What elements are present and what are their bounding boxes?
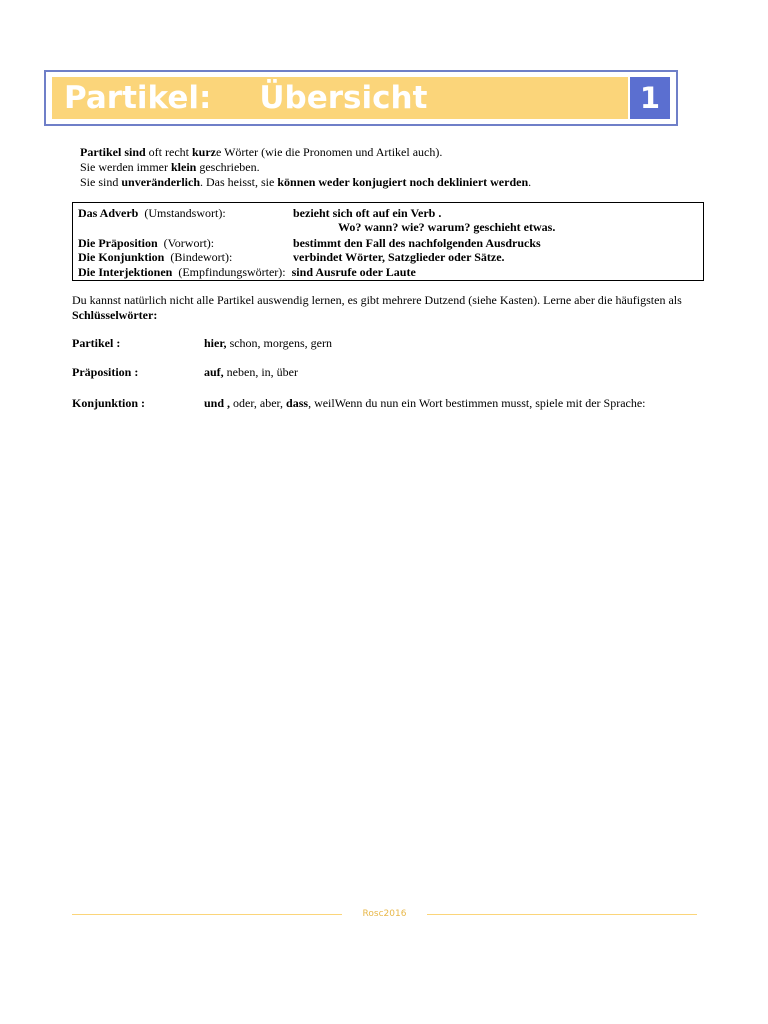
keyword-row-konjunktion — [72, 396, 646, 411]
keyword-rest: schon, morgens, gern — [226, 336, 332, 350]
box-row-konjunktion — [78, 250, 505, 265]
keyword-bold: hier, — [204, 336, 227, 350]
intro-bold: klein — [170, 160, 197, 174]
intro-text-part: . Das heisst, sie — [200, 175, 278, 189]
keyword-values — [204, 396, 646, 411]
keyword-row-praeposition — [72, 365, 298, 380]
page-number-badge: 1 — [630, 77, 670, 119]
keyword-label: Präposition : — [72, 365, 139, 379]
keyword-rest: , weilWenn du nun ein Wort bestimmen musst, spiele mit der Sprache: — [308, 396, 646, 410]
page-title — [52, 77, 628, 119]
row-gloss: (Empfindungswörter): — [178, 265, 286, 279]
paragraph-bold: Schlüsselwörter: — [72, 308, 158, 322]
keyword-values — [204, 336, 332, 351]
intro-text-part: oft recht — [145, 145, 192, 159]
row-definition: sind Ausrufe oder Laute — [291, 265, 416, 279]
intro-text-part: e Wörter (wie die Pronomen und Artikel auch). — [215, 145, 443, 159]
row-gloss: (Vorwort): — [163, 236, 215, 250]
keyword-label: Konjunktion : — [72, 396, 146, 410]
row-definition: verbindet Wörter, Satzglieder oder Sätze. — [293, 250, 505, 264]
keyword-rest: oder, aber, — [230, 396, 287, 410]
title-right: Übersicht — [259, 80, 428, 116]
adverb-continuation: Wo? wann? wie? warum? geschieht etwas. — [338, 220, 556, 234]
intro-line-1 — [80, 145, 531, 160]
intro-bold: kurz — [191, 145, 216, 159]
paragraph-text: Du kannst natürlich nicht alle Partikel auswendig lernen, es gibt mehrere Dutzend (siehe Kasten). Lerne aber die häufigsten als — [72, 293, 682, 307]
intro-text-part: geschrieben. — [196, 160, 260, 174]
keyword-bold: auf, — [204, 365, 224, 379]
row-definition: bestimmt den Fall des nachfolgenden Ausdrucks — [293, 236, 541, 250]
box-row-praeposition — [78, 236, 541, 251]
intro-bold: können weder konjugiert noch dekliniert werden — [277, 175, 529, 189]
keyword-bold: und , — [204, 396, 231, 410]
intro-bold: Partikel sind — [80, 145, 146, 159]
keyword-rest: neben, in, über — [223, 365, 298, 379]
row-definition: bezieht sich oft auf ein Verb . — [293, 206, 442, 220]
page-header — [44, 70, 678, 126]
intro-line-3 — [80, 175, 531, 190]
footer-text: Rosc2016 — [362, 909, 407, 919]
keyword-values — [204, 365, 298, 380]
intro-text-part: . — [528, 175, 532, 189]
keyword-row-partikel — [72, 336, 332, 351]
intro-text-part: Sie sind — [80, 175, 122, 189]
intro-text-part: Sie werden immer — [80, 160, 171, 174]
keyword-bold: dass — [286, 396, 309, 410]
row-gloss: (Umstandswort): — [144, 206, 226, 220]
page-footer — [72, 908, 697, 920]
intro-line-2 — [80, 160, 531, 175]
explanation-paragraph — [72, 293, 712, 323]
row-term: Die Interjektionen — [78, 265, 173, 279]
row-term: Die Präposition — [78, 236, 158, 250]
row-term: Das Adverb — [78, 206, 139, 220]
box-row-interjektionen — [78, 265, 416, 280]
intro-bold: unveränderlich — [121, 175, 201, 189]
box-row-adverb — [78, 206, 442, 221]
title-left: Partikel: — [64, 80, 212, 116]
keyword-label: Partikel : — [72, 336, 121, 350]
particle-types-box — [72, 202, 704, 281]
row-gloss: (Bindewort): — [170, 250, 233, 264]
row-term: Die Konjunktion — [78, 250, 165, 264]
intro-text — [80, 145, 531, 190]
